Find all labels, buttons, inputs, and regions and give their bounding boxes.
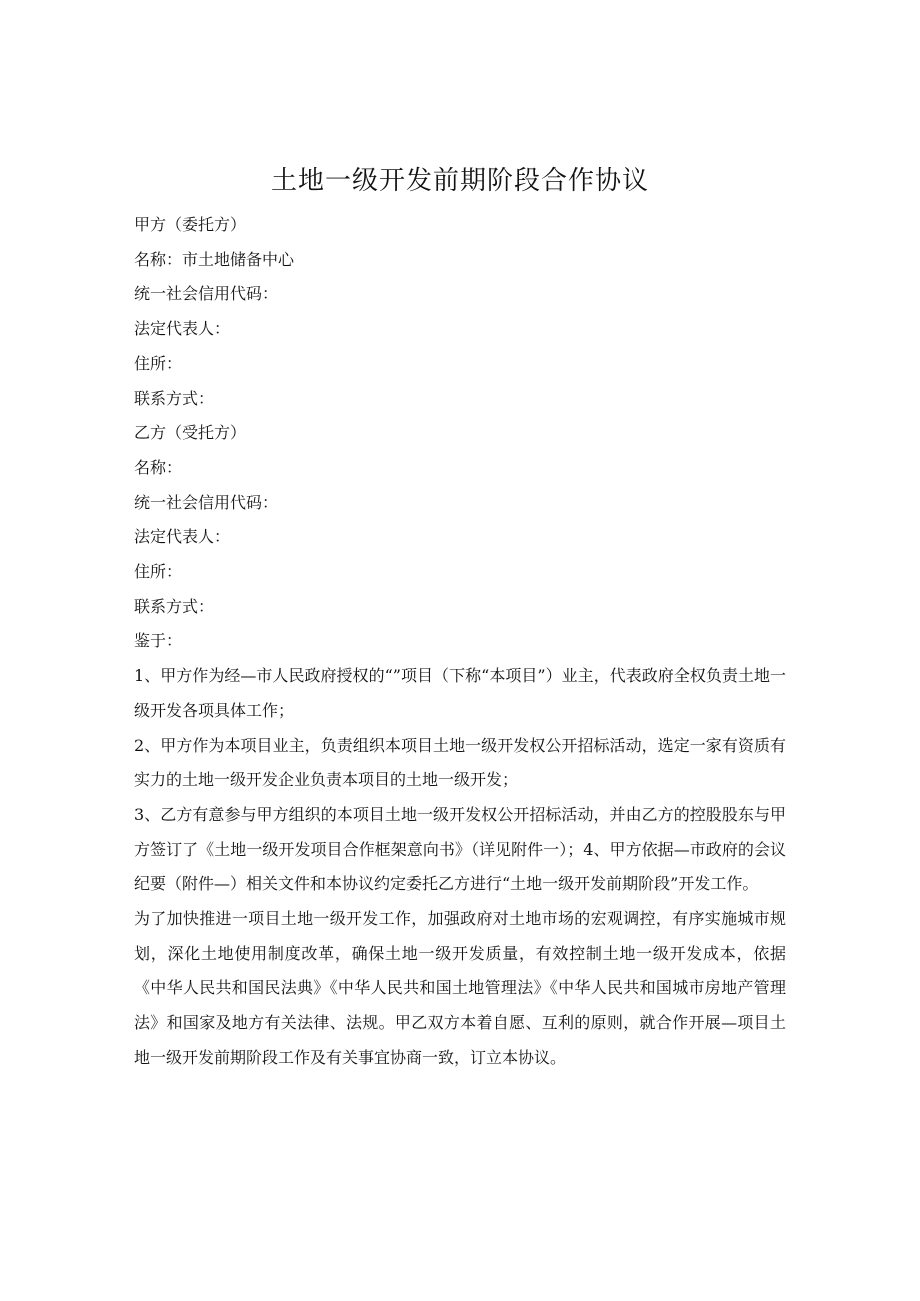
- clause-3-4: 3、乙方有意参与甲方组织的本项目土地一级开发权公开招标活动，并由乙方的控股股东与甲方签订了《土地一级开发项目合作框架意向书》（详见附件一）；4、甲方依据—市政府的会议纪要（附件—）相关文件和本协议约定委托乙方进行“土地一级开发前期阶段”开发工作。: [134, 804, 786, 894]
- document-title: 土地一级开发前期阶段合作协议: [270, 166, 649, 196]
- party-a-credit-code: 统一社会信用代码：: [134, 284, 279, 304]
- whereas-heading: 鉴于：: [134, 631, 183, 651]
- party-b-legal-representative: 法定代表人：: [134, 527, 231, 547]
- clause-2: 2、甲方作为本项目业主，负责组织本项目土地一级开发权公开招标活动，选定一家有资质有实力的土地一级开发企业负责本项目的土地一级开发；: [134, 735, 786, 790]
- party-a-legal-representative: 法定代表人：: [134, 319, 231, 339]
- party-a-name: 名称：市土地储备中心: [134, 249, 295, 269]
- purpose-paragraph: 为了加快推进一项目土地一级开发工作，加强政府对土地市场的宏观调控，有序实施城市规划，深化土地使用制度改革，确保土地一级开发质量，有效控制土地一级开发成本，依据《中华人民共和国民法典》《中华人民共和国土地管理法》《中华人民共和国城市房地产管理法》和国家及地方有关法律、法规。甲乙双方本着自愿、互利的原则，就合作开展—项目土地一级开发前期阶段工作及有关事宜协商一致，订立本协议。: [134, 909, 786, 1067]
- party-b-heading: 乙方（受托方）: [134, 423, 247, 443]
- clause-1: 1、甲方作为经—市人民政府授权的“”项目（下称“本项目”）业主，代表政府全权负责土地一级开发各项具体工作；: [134, 666, 786, 720]
- party-b-address: 住所：: [134, 562, 183, 582]
- party-b-contact: 联系方式：: [134, 596, 215, 616]
- party-a-contact: 联系方式：: [134, 388, 215, 408]
- party-b-name: 名称：: [134, 457, 183, 477]
- party-b-credit-code: 统一社会信用代码：: [134, 492, 279, 512]
- document-body: [134, 208, 786, 1076]
- party-a-address: 住所：: [134, 353, 183, 373]
- party-a-heading: 甲方（委托方）: [134, 215, 247, 234]
